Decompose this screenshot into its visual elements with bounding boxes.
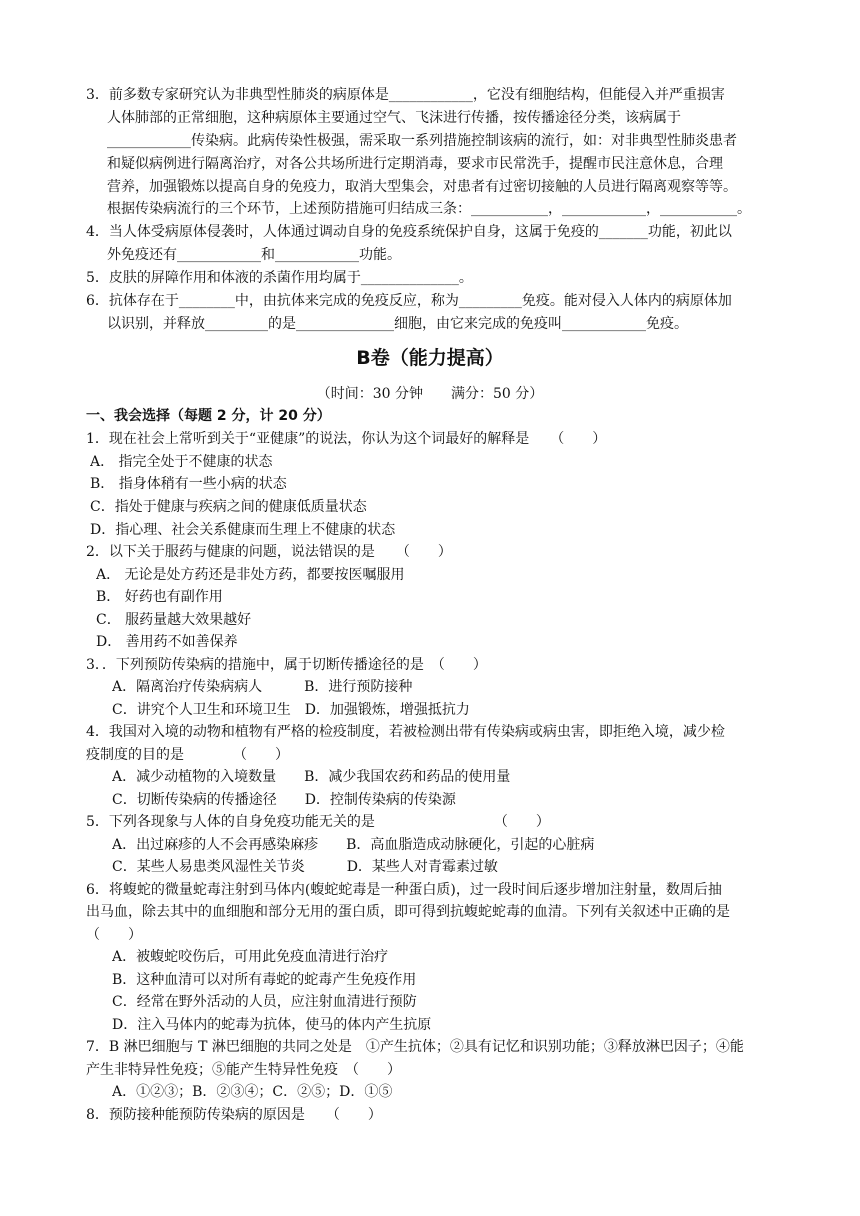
b-question-2: 2．以下关于服药与健康的问题，说法错误的是 （ ） xyxy=(86,544,452,560)
section-title: B卷（能力提高） xyxy=(356,347,504,369)
b-question-7-line-2: 产生非特异性免疫；⑤能产生特异性免疫 （ ） xyxy=(86,1062,401,1078)
b-question-3: 3．．下列预防传染病的措施中，属于切断传播途径的是 （ ） xyxy=(86,657,487,673)
b-question-5-options-ab: A．出过麻疹的人不会再感染麻疹 B．高血脂造成动脉硬化，引起的心脏病 xyxy=(112,837,595,853)
b-question-2-option-b: B． 好药也有副作用 xyxy=(96,589,223,605)
b-question-6-option-a: A．被蝮蛇咬伤后，可用此免疫血清进行治疗 xyxy=(112,949,389,965)
question-3-line-6: 根据传染病流行的三个环节，上述预防措施可归结成三条：___________，____________，___________。 xyxy=(107,201,751,217)
b-question-6-option-d: D．注入马体内的蛇毒为抗体，使马的体内产生抗原 xyxy=(112,1017,432,1033)
b-question-1: 1．现在社会上常听到关于“亚健康”的说法，你认为这个词最好的解释是 （ ） xyxy=(86,431,607,447)
b-question-1-option-a: A． 指完全处于不健康的状态 xyxy=(90,454,273,470)
b-question-1-option-c: C．指处于健康与疾病之间的健康低质量状态 xyxy=(90,499,367,515)
b-question-5-options-cd: C．某些人易患类风湿性关节炎 D．某些人对青霉素过敏 xyxy=(112,859,498,875)
b-question-7-line-1: 7．B 淋巴细胞与 T 淋巴细胞的共同之处是 ①产生抗体；②具有记忆和识别功能；③释放淋巴因子；④能 xyxy=(86,1039,744,1055)
b-question-5: 5．下列各现象与人体的自身免疫功能无关的是 （ ） xyxy=(86,814,550,830)
question-4-line-2: 外免疫还有____________和____________功能。 xyxy=(107,247,401,263)
b-question-2-option-a: A． 无论是处方药还是非处方药，都要按医嘱服用 xyxy=(96,567,405,583)
time-and-score: （时间：30 分钟 满分：50 分） xyxy=(316,386,544,402)
b-question-2-option-c: C． 服药量越大效果越好 xyxy=(96,612,252,628)
question-6-line-1: 6．抗体存在于________中，由抗体来完成的免疫反应，称为_________免疫。能对侵入人体内的病原体加 xyxy=(86,293,732,309)
b-question-1-option-b: B． 指身体稍有一些小病的状态 xyxy=(90,476,287,492)
b-question-4-line-1: 4．我国对入境的动物和植物有严格的检疫制度，若被检测出带有传染病或病虫害，即拒绝入境，减少检 xyxy=(86,724,725,740)
question-3-line-4: 和疑似病例进行隔离治疗，对各公共场所进行定期消毒，要求市民常洗手，提醒市民注意休息，合理 xyxy=(107,156,723,172)
question-6-line-2: 以识别，并释放_________的是______________细胞，由它来完成的免疫叫____________免疫。 xyxy=(107,316,688,332)
b-question-4-line-2: 疫制度的目的是 （ ） xyxy=(86,747,289,763)
b-question-6-option-b: B．这种血清可以对所有毒蛇的蛇毒产生免疫作用 xyxy=(112,972,417,988)
b-question-6-line-2: 出马血，除去其中的血细胞和部分无用的蛋白质，即可得到抗蝮蛇蛇毒的血清。下列有关叙述中正确的是 xyxy=(86,904,730,920)
b-question-4-options-cd: C．切断传染病的传播途径 D．控制传染病的传染源 xyxy=(112,792,456,808)
b-question-4-options-ab: A．减少动植物的入境数量 B．减少我国农药和药品的使用量 xyxy=(112,769,511,785)
b-question-3-options-cd: C．讲究个人卫生和环境卫生 D．加强锻炼，增强抵抗力 xyxy=(112,702,470,718)
question-4-line-1: 4．当人体受病原体侵袭时，人体通过调动自身的免疫系统保护自身，这属于免疫的_______功能，初此以 xyxy=(86,224,732,240)
b-question-1-option-d: D．指心理、社会关系健康而生理上不健康的状态 xyxy=(90,522,396,538)
b-question-6-line-1: 6．将蝮蛇的微量蛇毒注射到马体内(蝮蛇蛇毒是一种蛋白质)，过一段时间后逐步增加注射量，数周后抽 xyxy=(86,882,722,898)
b-question-6-line-3: （ ） xyxy=(86,927,142,943)
question-3-line-1: 3．前多数专家研究认为非典型性肺炎的病原体是____________，它没有细胞结构，但能侵入并严重损害 xyxy=(86,87,725,103)
b-question-6-option-c: C．经常在野外活动的人员，应注射血清进行预防 xyxy=(112,994,417,1010)
b-question-7-options: A．①②③；B．②③④；C．②⑤；D．①⑤ xyxy=(112,1084,393,1100)
b-question-2-option-d: D． 善用药不如善保养 xyxy=(96,634,238,650)
b-question-8: 8．预防接种能预防传染病的原因是 （ ） xyxy=(86,1107,382,1123)
question-3-line-3: ____________传染病。此病传染性极强，需采取一系列措施控制该病的流行，如：对非典型性肺炎患者 xyxy=(107,133,737,149)
section-heading: 一、我会选择（每题 2 分，计 20 分） xyxy=(86,408,331,424)
question-3-line-5: 营养，加强锻炼以提高自身的免疫力，取消大型集会，对患者有过密切接触的人员进行隔离观察等等。 xyxy=(107,179,737,195)
question-3-line-2: 人体肺部的正常细胞，这种病原体主要通过空气、飞沫进行传播，按传播途径分类，该病属于 xyxy=(107,110,681,126)
b-question-3-options-ab: A．隔离治疗传染病病人 B．进行预防接种 xyxy=(112,679,413,695)
question-5: 5．皮肤的屏障作用和体液的杀菌作用均属于______________。 xyxy=(86,270,473,286)
